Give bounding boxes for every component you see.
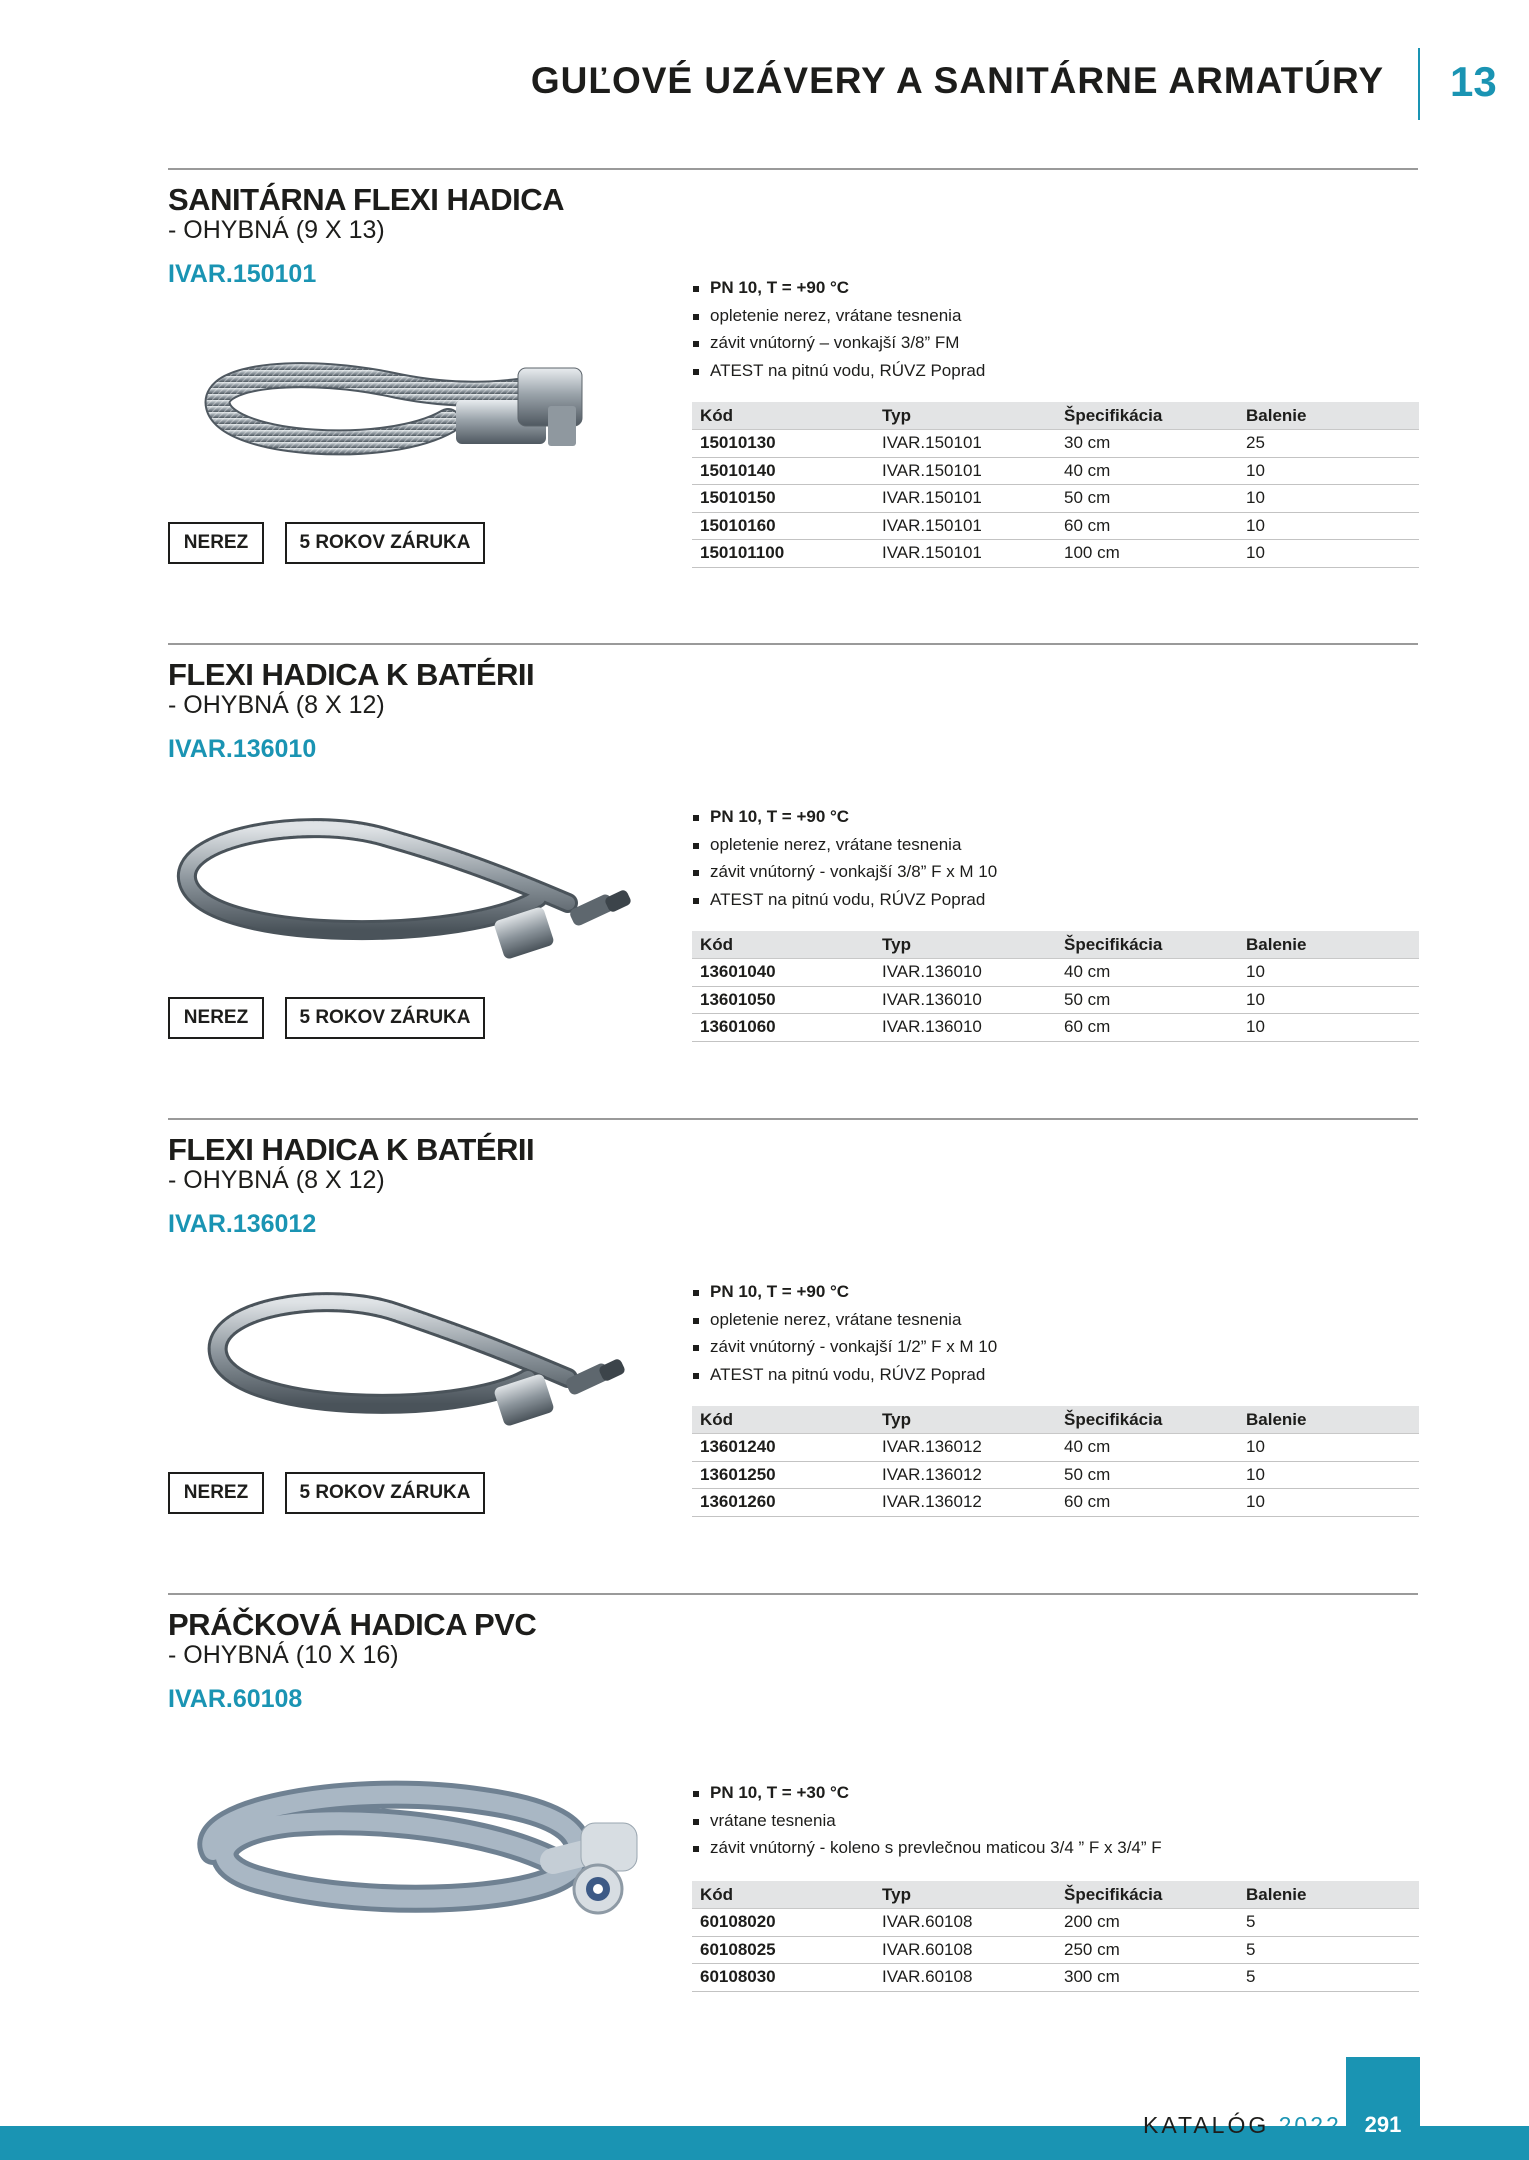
product-section-60108 xyxy=(168,1593,1418,2013)
type-cell: IVAR.60108 xyxy=(874,1936,1056,1964)
package-cell: 10 xyxy=(1238,540,1419,568)
spec-cell: 60 cm xyxy=(1056,1014,1238,1042)
feature-item: opletenie nerez, vrátane tesnenia xyxy=(692,831,997,859)
spec-cell: 100 cm xyxy=(1056,540,1238,568)
column-header: Špecifikácia xyxy=(1056,1881,1238,1909)
column-header: Kód xyxy=(692,402,874,430)
product-code: IVAR.136010 xyxy=(168,735,317,763)
feature-item: opletenie nerez, vrátane tesnenia xyxy=(692,1306,997,1334)
package-cell: 10 xyxy=(1238,1434,1419,1462)
column-header: Balenie xyxy=(1238,1406,1419,1434)
warranty-badge: 5 ROKOV ZÁRUKA xyxy=(285,522,485,564)
table-row xyxy=(692,1014,1419,1042)
column-header: Typ xyxy=(874,402,1056,430)
table-row xyxy=(692,540,1419,568)
package-cell: 10 xyxy=(1238,1489,1419,1517)
product-code: IVAR.150101 xyxy=(168,260,317,288)
type-cell: IVAR.150101 xyxy=(874,485,1056,513)
type-cell: IVAR.60108 xyxy=(874,1964,1056,1992)
column-header: Špecifikácia xyxy=(1056,931,1238,959)
feature-list xyxy=(692,803,997,913)
column-header: Balenie xyxy=(1238,402,1419,430)
package-cell: 10 xyxy=(1238,986,1419,1014)
feature-item: PN 10, T = +90 °C xyxy=(692,803,997,831)
column-header: Typ xyxy=(874,931,1056,959)
feature-item: závit vnútorný - vonkajší 1/2” F x M 10 xyxy=(692,1333,997,1361)
feature-item: závit vnútorný - vonkajší 3/8” F x M 10 xyxy=(692,858,997,886)
code-cell: 15010150 xyxy=(692,485,874,513)
table-header-row xyxy=(692,931,1419,959)
chapter-number: 13 xyxy=(1450,58,1497,105)
package-cell: 25 xyxy=(1238,430,1419,458)
table-row xyxy=(692,1964,1419,1992)
material-badge: NEREZ xyxy=(168,522,264,564)
feature-item: ATEST na pitnú vodu, RÚVZ Poprad xyxy=(692,886,997,914)
type-cell: IVAR.136012 xyxy=(874,1434,1056,1462)
column-header: Kód xyxy=(692,1881,874,1909)
warranty-badge: 5 ROKOV ZÁRUKA xyxy=(285,1472,485,1514)
code-cell: 13601260 xyxy=(692,1489,874,1517)
code-cell: 13601240 xyxy=(692,1434,874,1462)
catalog-label-text: KATALÓG xyxy=(1143,2112,1270,2138)
type-cell: IVAR.136010 xyxy=(874,1014,1056,1042)
type-cell: IVAR.60108 xyxy=(874,1909,1056,1937)
type-cell: IVAR.150101 xyxy=(874,512,1056,540)
package-cell: 10 xyxy=(1238,1461,1419,1489)
pvc-hose-photo xyxy=(173,1761,643,1941)
spec-cell: 200 cm xyxy=(1056,1909,1238,1937)
table-row xyxy=(692,1461,1419,1489)
code-cell: 15010130 xyxy=(692,430,874,458)
product-section-150101 xyxy=(168,168,1418,588)
type-cell: IVAR.136012 xyxy=(874,1489,1056,1517)
spec-cell: 40 cm xyxy=(1056,457,1238,485)
spec-cell: 300 cm xyxy=(1056,1964,1238,1992)
package-cell: 10 xyxy=(1238,959,1419,987)
product-subtitle: - OHYBNÁ (10 X 16) xyxy=(168,1641,399,1669)
section-divider xyxy=(168,1593,1418,1595)
spec-cell: 50 cm xyxy=(1056,986,1238,1014)
column-header: Typ xyxy=(874,1881,1056,1909)
package-cell: 10 xyxy=(1238,485,1419,513)
type-cell: IVAR.136010 xyxy=(874,986,1056,1014)
spec-cell: 40 cm xyxy=(1056,959,1238,987)
column-header: Typ xyxy=(874,1406,1056,1434)
product-code: IVAR.60108 xyxy=(168,1685,303,1713)
column-header: Kód xyxy=(692,1406,874,1434)
catalog-year: 2022 xyxy=(1278,2112,1342,2138)
package-cell: 5 xyxy=(1238,1909,1419,1937)
product-subtitle: - OHYBNÁ (8 X 12) xyxy=(168,691,385,719)
code-cell: 15010140 xyxy=(692,457,874,485)
section-divider xyxy=(168,1118,1418,1120)
column-header: Špecifikácia xyxy=(1056,402,1238,430)
code-cell: 150101100 xyxy=(692,540,874,568)
spec-table xyxy=(692,1406,1419,1517)
product-title: FLEXI HADICA K BATÉRII xyxy=(168,1132,535,1167)
spec-cell: 250 cm xyxy=(1056,1936,1238,1964)
braided-hose-photo xyxy=(188,346,628,466)
spec-cell: 30 cm xyxy=(1056,430,1238,458)
table-row xyxy=(692,1936,1419,1964)
section-divider xyxy=(168,643,1418,645)
package-cell: 10 xyxy=(1238,512,1419,540)
package-cell: 5 xyxy=(1238,1964,1419,1992)
header-divider xyxy=(1418,48,1420,120)
spec-cell: 40 cm xyxy=(1056,1434,1238,1462)
feature-item: vrátane tesnenia xyxy=(692,1807,1162,1835)
page-number: 291 xyxy=(1364,2112,1402,2137)
product-subtitle: - OHYBNÁ (9 X 13) xyxy=(168,216,385,244)
feature-list xyxy=(692,1779,1162,1862)
feature-item: PN 10, T = +90 °C xyxy=(692,1278,997,1306)
column-header: Balenie xyxy=(1238,1881,1419,1909)
table-row xyxy=(692,457,1419,485)
feature-list xyxy=(692,1278,997,1388)
page-number-box xyxy=(1346,2057,1420,2160)
code-cell: 60108025 xyxy=(692,1936,874,1964)
product-code: IVAR.136012 xyxy=(168,1210,317,1238)
table-row xyxy=(692,430,1419,458)
spec-table xyxy=(692,1881,1419,1992)
code-cell: 60108030 xyxy=(692,1964,874,1992)
feature-item: PN 10, T = +90 °C xyxy=(692,274,985,302)
code-cell: 15010160 xyxy=(692,512,874,540)
table-header-row xyxy=(692,1881,1419,1909)
table-row xyxy=(692,1434,1419,1462)
product-title: SANITÁRNA FLEXI HADICA xyxy=(168,182,565,217)
feature-list xyxy=(692,274,985,384)
table-header-row xyxy=(692,1406,1419,1434)
package-cell: 10 xyxy=(1238,1014,1419,1042)
spec-table xyxy=(692,402,1419,568)
feature-item: závit vnútorný – vonkajší 3/8” FM xyxy=(692,329,985,357)
code-cell: 13601060 xyxy=(692,1014,874,1042)
type-cell: IVAR.150101 xyxy=(874,430,1056,458)
code-cell: 13601250 xyxy=(692,1461,874,1489)
feature-item: závit vnútorný - koleno s prevlečnou maticou 3/4 ” F x 3/4” F xyxy=(692,1834,1162,1862)
feature-item: ATEST na pitnú vodu, RÚVZ Poprad xyxy=(692,357,985,385)
table-row xyxy=(692,512,1419,540)
material-badge: NEREZ xyxy=(168,997,264,1039)
table-header-row xyxy=(692,402,1419,430)
type-cell: IVAR.150101 xyxy=(874,540,1056,568)
spec-cell: 60 cm xyxy=(1056,512,1238,540)
spec-cell: 50 cm xyxy=(1056,485,1238,513)
warranty-badge: 5 ROKOV ZÁRUKA xyxy=(285,997,485,1039)
material-badge: NEREZ xyxy=(168,1472,264,1514)
type-cell: IVAR.136010 xyxy=(874,959,1056,987)
feature-item: ATEST na pitnú vodu, RÚVZ Poprad xyxy=(692,1361,997,1389)
product-section-136010 xyxy=(168,643,1418,1063)
type-cell: IVAR.136012 xyxy=(874,1461,1056,1489)
product-title: PRÁČKOVÁ HADICA PVC xyxy=(168,1607,537,1642)
package-cell: 5 xyxy=(1238,1936,1419,1964)
table-row xyxy=(692,1909,1419,1937)
code-cell: 13601050 xyxy=(692,986,874,1014)
braided-hose-loop-photo xyxy=(168,793,658,963)
spec-cell: 60 cm xyxy=(1056,1489,1238,1517)
spec-cell: 50 cm xyxy=(1056,1461,1238,1489)
section-divider xyxy=(168,168,1418,170)
table-row xyxy=(692,986,1419,1014)
spec-table xyxy=(692,931,1419,1042)
column-header: Balenie xyxy=(1238,931,1419,959)
braided-hose-loop-photo xyxy=(188,1268,648,1428)
product-subtitle: - OHYBNÁ (8 X 12) xyxy=(168,1166,385,1194)
product-title: FLEXI HADICA K BATÉRII xyxy=(168,657,535,692)
catalog-label xyxy=(1143,2112,1342,2139)
code-cell: 13601040 xyxy=(692,959,874,987)
type-cell: IVAR.150101 xyxy=(874,457,1056,485)
feature-item: PN 10, T = +30 °C xyxy=(692,1779,1162,1807)
page-header-title: GUĽOVÉ UZÁVERY A SANITÁRNE ARMATÚRY xyxy=(530,60,1384,101)
package-cell: 10 xyxy=(1238,457,1419,485)
column-header: Špecifikácia xyxy=(1056,1406,1238,1434)
feature-item: opletenie nerez, vrátane tesnenia xyxy=(692,302,985,330)
table-row xyxy=(692,1489,1419,1517)
column-header: Kód xyxy=(692,931,874,959)
product-section-136012 xyxy=(168,1118,1418,1538)
code-cell: 60108020 xyxy=(692,1909,874,1937)
table-row xyxy=(692,485,1419,513)
table-row xyxy=(692,959,1419,987)
